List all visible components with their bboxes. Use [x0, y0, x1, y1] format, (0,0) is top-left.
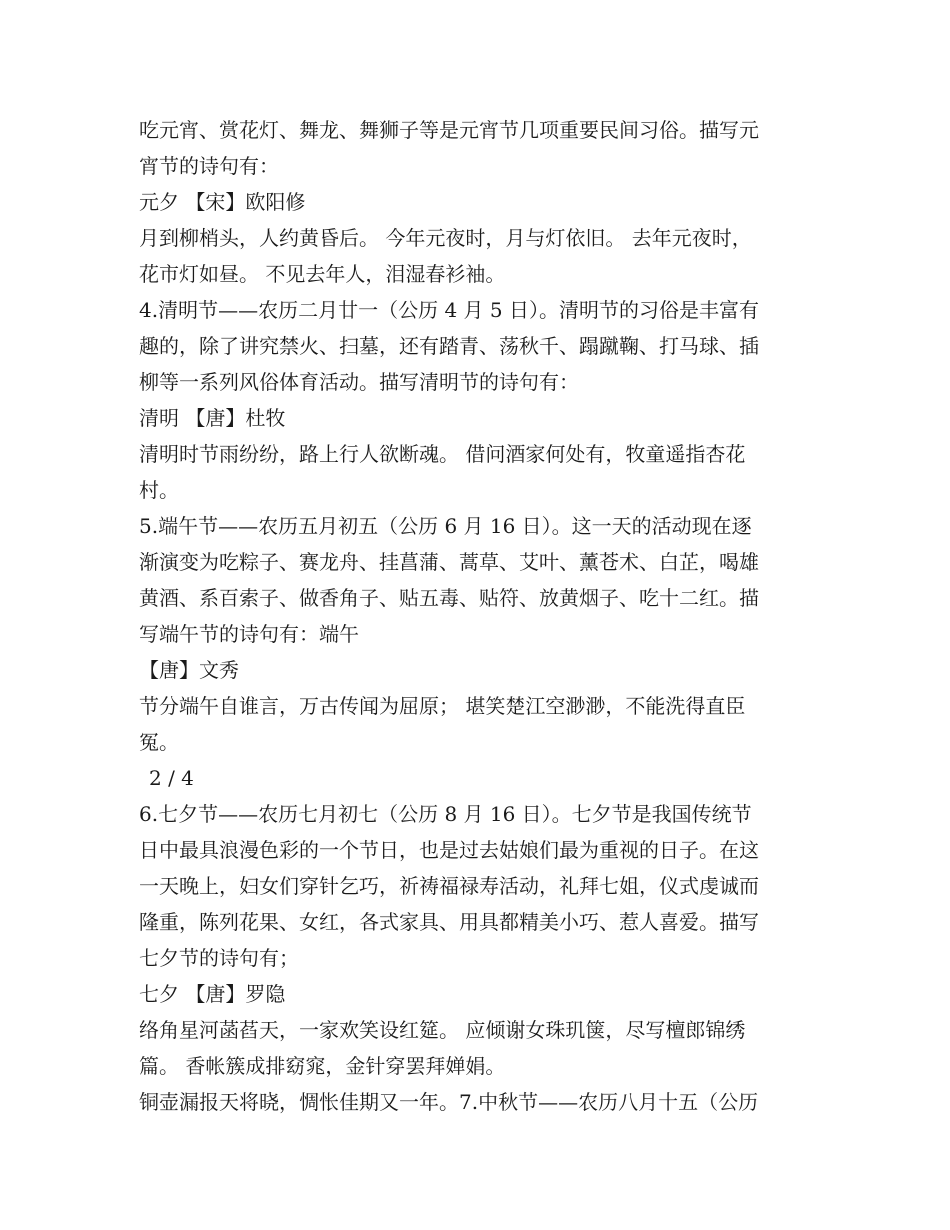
document-page [139, 112, 819, 1120]
poem-line: 花市灯如昼。 不见去年人，泪湿春衫袖。 [139, 262, 506, 286]
text-line: 宵节的诗句有： [139, 154, 279, 178]
poem-line: 月到柳梢头，人约黄昏后。 今年元夜时，月与灯依旧。 去年元夜时， [139, 226, 752, 250]
page-number: 2 / 4 [149, 766, 194, 790]
poem-line: 村。 [139, 478, 179, 502]
poem-line: 清明时节雨纷纷，路上行人欲断魂。 借问酒家何处有，牧童遥指杏花 [139, 442, 746, 466]
poem-title: 元夕 【宋】欧阳修 [139, 190, 306, 214]
text-line: 吃元宵、赏花灯、舞龙、舞狮子等是元宵节几项重要民间习俗。描写元 [139, 118, 759, 142]
poem-line: 络角星河菡萏天，一家欢笑设红筵。 应倾谢女珠玑箧，尽写檀郎锦绣 [139, 1018, 746, 1042]
poem-title: 七夕 【唐】罗隐 [139, 982, 286, 1006]
poem-author: 【唐】文秀 [139, 658, 239, 682]
text-line: 趣的，除了讲究禁火、扫墓，还有踏青、荡秋千、蹋蹴鞠、打马球、插 [139, 334, 759, 358]
text-line: 一天晚上，妇女们穿针乞巧，祈祷福禄寿活动，礼拜七姐，仪式虔诚而 [139, 874, 759, 898]
poem-line: 篇。 香帐簇成排窈窕，金针穿罢拜婵娟。 [139, 1054, 506, 1078]
text-line: 隆重，陈列花果、女红，各式家具、用具都精美小巧、惹人喜爱。描写 [139, 910, 759, 934]
poem-title: 清明 【唐】杜牧 [139, 406, 286, 430]
text-line: 铜壶漏报天将晓，惆怅佳期又一年。7.中秋节——农历八月十五（公历 [139, 1090, 759, 1114]
text-line: 柳等一系列风俗体育活动。描写清明节的诗句有： [139, 370, 579, 394]
text-line: 渐演变为吃粽子、赛龙舟、挂菖蒲、蒿草、艾叶、薰苍术、白芷，喝雄 [139, 550, 759, 574]
text-line: 5.端午节——农历五月初五（公历 6 月 16 日）。这一天的活动现在逐 [139, 514, 752, 538]
text-line: 七夕节的诗句有； [139, 946, 299, 970]
text-line: 6.七夕节——农历七月初七（公历 8 月 16 日）。七夕节是我国传统节 [139, 802, 752, 826]
text-line: 日中最具浪漫色彩的一个节日，也是过去姑娘们最为重视的日子。在这 [139, 838, 759, 862]
poem-line: 冤。 [139, 730, 179, 754]
text-line: 黄酒、系百索子、做香角子、贴五毒、贴符、放黄烟子、吃十二红。描 [139, 586, 759, 610]
poem-line: 节分端午自谁言，万古传闻为屈原； 堪笑楚江空渺渺，不能洗得直臣 [139, 694, 746, 718]
text-line: 写端午节的诗句有：端午 [139, 622, 359, 646]
text-line: 4.清明节——农历二月廿一（公历 4 月 5 日）。清明节的习俗是丰富有 [139, 298, 759, 322]
